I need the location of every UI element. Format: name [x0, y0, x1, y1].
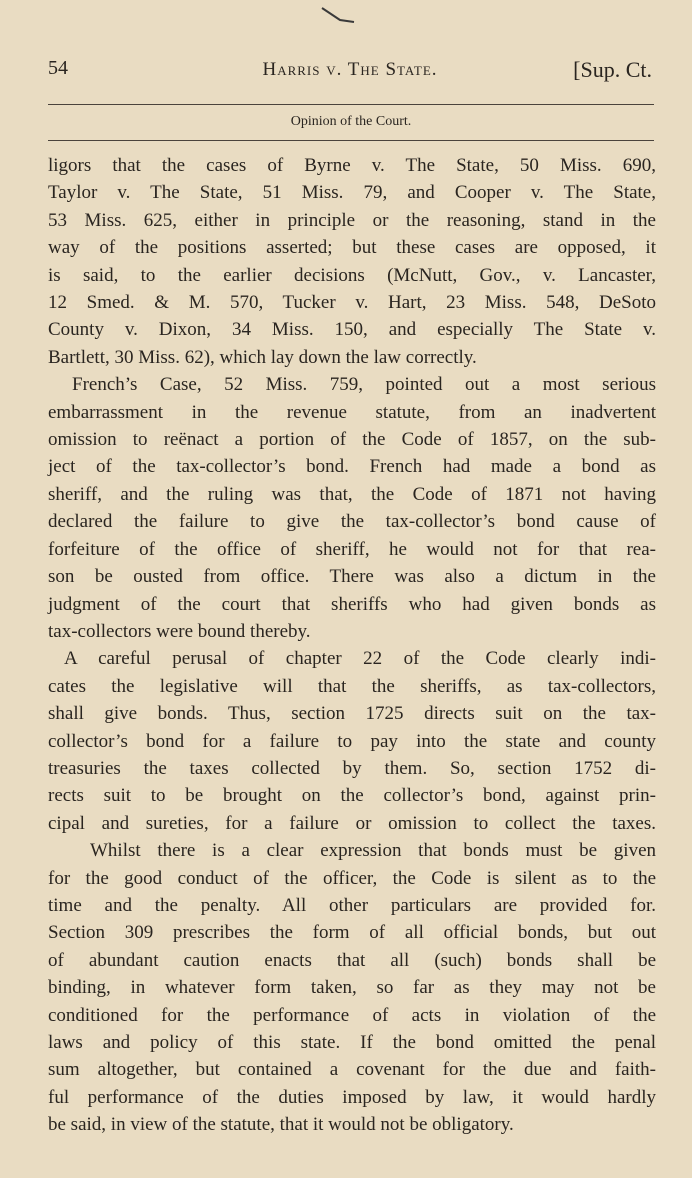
text-line: 53 Miss. 625, either in principle or the reasoning, stand in the	[48, 209, 656, 231]
text-line: for the good conduct of the officer, the Code is silent as to the	[48, 867, 656, 889]
text-line: forfeiture of the office of sheriff, he would not for that rea-	[48, 538, 656, 560]
text-line: omission to reënact a portion of the Code of 1857, on the sub-	[48, 429, 656, 451]
opinion-subheading: Opinion of the Court.	[290, 114, 412, 129]
text-line: Section 309 prescribes the form of all official bonds, but out	[48, 922, 656, 944]
text-line: A careful perusal of chapter 22 of the Code clearly indi-	[64, 648, 656, 670]
text-line: ful performance of the duties imposed by law, it would hardly	[48, 1086, 656, 1108]
text-line: judgment of the court that sheriffs who had given bonds as	[48, 593, 656, 615]
court-label: [Sup. Ct.	[573, 57, 652, 82]
text-line: cipal and sureties, for a failure or omission to collect the taxes.	[48, 812, 656, 834]
text-line: way of the positions asserted; but these cases are opposed, it	[48, 237, 656, 259]
text-line: ligors that the cases of Byrne v. The State, 50 Miss. 690,	[48, 155, 656, 176]
text-line: shall give bonds. Thus, section 1725 directs suit on the tax-	[48, 703, 656, 725]
text-line: sheriff, and the ruling was that, the Code of 1871 not having	[48, 483, 656, 505]
text-line: 12 Smed. & M. 570, Tucker v. Hart, 23 Miss. 548, DeSoto	[48, 292, 656, 314]
opinion-text	[48, 152, 656, 1139]
text-line: rects suit to be brought on the collector’s bond, against prin-	[48, 785, 656, 807]
pencil-mark-icon	[318, 4, 358, 28]
text-line: Whilst there is a clear expression that bonds must be given	[90, 840, 656, 862]
text-line: Bartlett, 30 Miss. 62), which lay down the law correctly.	[48, 346, 477, 368]
text-line: embarrassment in the revenue statute, from an inadvertent	[48, 401, 656, 423]
text-line: treasuries the taxes collected by them. So, section 1752 di-	[48, 757, 656, 779]
text-line: ject of the tax-collector’s bond. French had made a bond as	[48, 456, 656, 478]
text-line: sum altogether, but contained a covenant for the due and faith-	[48, 1059, 656, 1081]
text-line: French’s Case, 52 Miss. 759, pointed out a most serious	[72, 374, 656, 396]
text-line: declared the failure to give the tax-collector’s bond cause of	[48, 511, 656, 533]
text-line: tax-collectors were bound thereby.	[48, 620, 311, 642]
text-line: collector’s bond for a failure to pay into the state and county	[48, 730, 656, 752]
text-line: of abundant caution enacts that all (such) bonds shall be	[48, 949, 656, 971]
header-rule	[48, 104, 654, 105]
text-line: cates the legislative will that the sheriffs, as tax-collectors,	[48, 675, 656, 697]
subheading-rule	[48, 140, 654, 141]
text-line: Taylor v. The State, 51 Miss. 79, and Cooper v. The State,	[48, 182, 656, 204]
text-line: conditioned for the performance of acts in violation of the	[48, 1004, 656, 1026]
text-line: binding, in whatever form taken, so far as they may not be	[48, 977, 656, 999]
page-header	[48, 55, 652, 89]
page-number: 54	[48, 57, 68, 79]
text-line: County v. Dixon, 34 Miss. 150, and especially The State v.	[48, 319, 656, 341]
running-title: Harris v. The State.	[262, 59, 438, 80]
text-line: be said, in view of the statute, that it would not be obligatory.	[48, 1114, 514, 1136]
text-line: time and the penalty. All other particulars are provided for.	[48, 894, 656, 916]
text-line: is said, to the earlier decisions (McNutt, Gov., v. Lancaster,	[48, 264, 656, 286]
text-line: son be ousted from office. There was also a dictum in the	[48, 566, 656, 588]
text-line: laws and policy of this state. If the bond omitted the penal	[48, 1032, 656, 1053]
